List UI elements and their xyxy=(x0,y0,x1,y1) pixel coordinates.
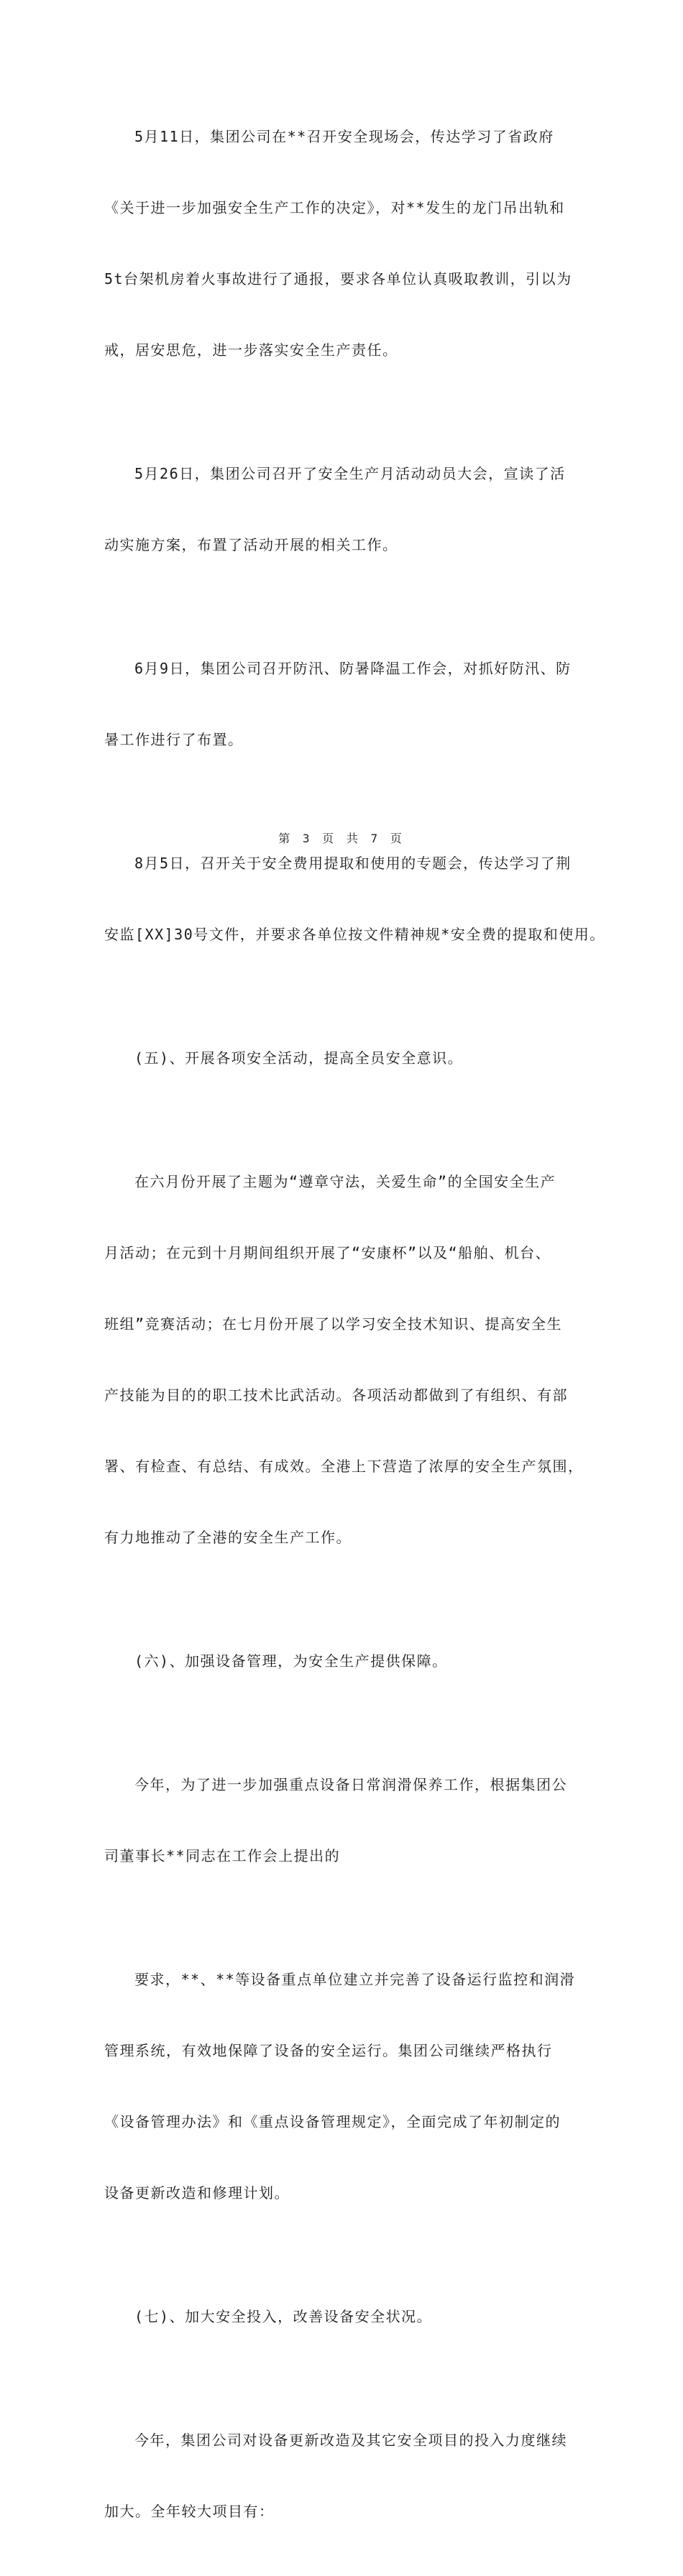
text-line: 《设备管理办法》和《重点设备管理规定》，全面完成了年初制定的 xyxy=(104,2113,561,2130)
text-line: 设备更新改造和修理计划。 xyxy=(104,2184,290,2202)
section-heading-7 xyxy=(104,2258,586,2376)
paragraph-flood-prevention xyxy=(104,610,586,799)
section-heading-6 xyxy=(104,1602,586,1721)
text-line: 5月26日，集团公司召开了安全生产月活动动员大会，宣读了活 xyxy=(134,465,566,482)
text-line: 今年，集团公司对设备更新改造及其它安全项目的投入力度继续 xyxy=(134,2432,567,2449)
text-line: 在六月份开展了主题为“遵章守法，关爱生命”的全国安全生产 xyxy=(134,1173,556,1190)
document-page xyxy=(104,78,605,2576)
paragraph-safety-meeting xyxy=(104,78,586,410)
section-heading: (七)、加大安全投入，改善设备安全状况。 xyxy=(134,2308,433,2325)
text-line: 6月9日，集团公司召开防汛、防暑降温工作会，对抓好防汛、防 xyxy=(134,660,572,677)
paragraph-safety-month-rally xyxy=(104,415,586,604)
text-line: 5月11日，集团公司在**召开安全现场会，传达学习了省政府 xyxy=(134,128,554,145)
section-heading: (六)、加强设备管理，为安全生产提供保障。 xyxy=(134,1652,448,1670)
text-line: 5t台架机房着火事故进行了通报，要求各单位认真吸取教训，引以为 xyxy=(104,270,572,288)
paragraph-equipment-lubrication xyxy=(104,1726,586,1915)
text-line: 有力地推动了全港的安全生产工作。 xyxy=(104,1529,352,1546)
text-line: 今年，为了进一步加强重点设备日常润滑保养工作，根据集团公 xyxy=(134,1776,567,1793)
text-line: 动实施方案，布置了活动开展的相关工作。 xyxy=(104,536,398,553)
text-line: 暑工作进行了布置。 xyxy=(104,731,244,748)
paragraph-equipment-management xyxy=(104,1920,586,2253)
text-line: 司董事长**同志在工作会上提出的 xyxy=(104,1847,341,1864)
text-line: 管理系统，有效地保障了设备的安全运行。集团公司继续严格执行 xyxy=(104,2042,553,2059)
text-line: 戒，居安思危，进一步落实安全生产责任。 xyxy=(104,341,398,359)
text-line: 班组”竞赛活动；在七月份开展了以学习安全技术知识、提高安全生 xyxy=(104,1315,563,1333)
paragraph-safety-activities xyxy=(104,1123,586,1597)
text-line: 署、有检查、有总结、有成效。全港上下营造了浓厚的安全生产氛围， xyxy=(104,1458,584,1475)
page-footer: 第 3 页 共 7 页 xyxy=(278,832,405,845)
text-line: 8月5日，召开关于安全费用提取和使用的专题会，传达学习了荆 xyxy=(134,855,572,872)
text-line: 产技能为目的的职工技术比武活动。各项活动都做到了有组织、有部 xyxy=(104,1386,568,1404)
text-line: 加大。全年较大项目有： xyxy=(104,2503,275,2520)
text-line: 要求，**、**等设备重点单位建立并完善了设备运行监控和润滑 xyxy=(134,1971,576,1988)
paragraph-safety-investment xyxy=(104,2381,586,2571)
section-heading-5 xyxy=(104,999,586,1118)
text-line: 《关于进一步加强安全生产工作的决定》，对**发生的龙门吊出轨和 xyxy=(104,199,565,216)
text-line: 安监[XX]30号文件，并要求各单位按文件精神规*安全费的提取和使用。 xyxy=(104,926,605,943)
text-line: 月活动；在元到十月期间组织开展了“安康杯”以及“船舶、机台、 xyxy=(104,1244,551,1261)
section-heading: (五)、开展各项安全活动，提高全员安全意识。 xyxy=(134,1049,464,1067)
